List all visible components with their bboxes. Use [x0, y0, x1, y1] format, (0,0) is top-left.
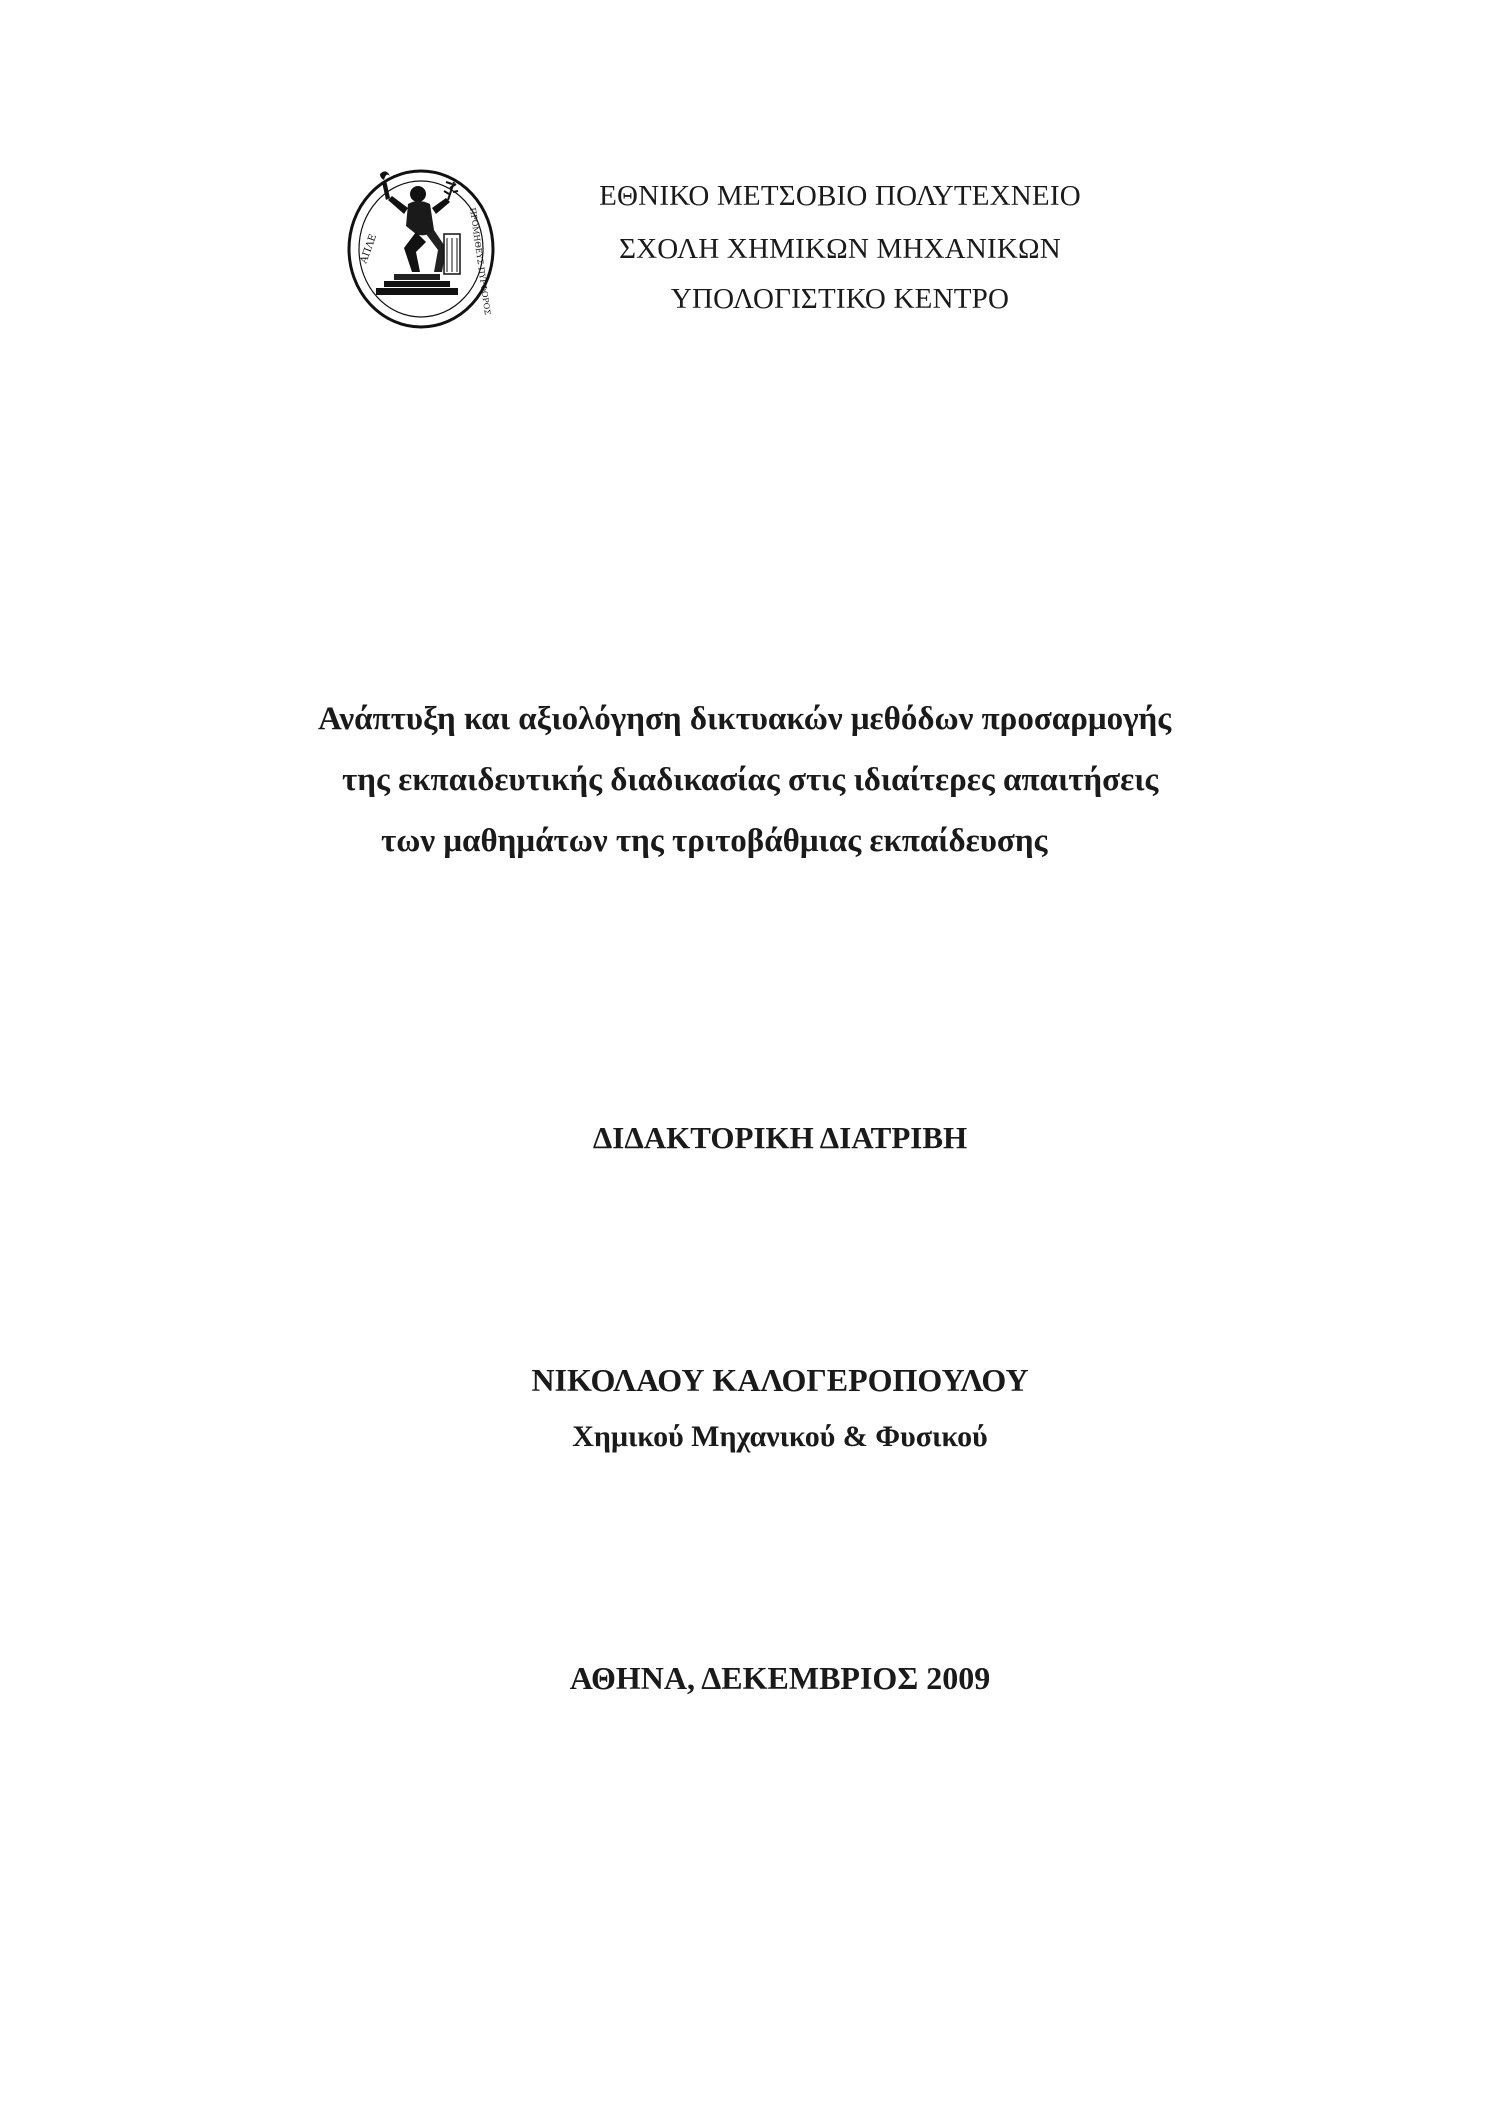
document-type: ΔΙΔΑΚΤΟΡΙΚΗ ΔΙΑΤΡΙΒΗ — [592, 1120, 968, 1155]
institution-name: ΕΘΝΙΚΟ ΜΕΤΣΟΒΙΟ ΠΟΛΥΤΕΧΝΕΙΟ — [599, 180, 1081, 212]
department-name: ΥΠΟΛΟΓΙΣΤΙΚΟ ΚΕΝΤΡΟ — [670, 283, 1010, 315]
place-and-date: ΑΘΗΝΑ, ΔΕΚΕΜΒΡΙΟΣ 2009 — [569, 1660, 991, 1696]
author-qualification: Χημικού Μηχανικού & Φυσικού — [572, 1420, 988, 1453]
thesis-title-line-3: των μαθημάτων της τριτοβάθμιας εκπαίδευσης — [381, 823, 1048, 859]
svg-text:ΑΠΛΕ: ΑΠΛΕ — [358, 232, 380, 266]
author-name: ΝΙΚΟΛΑΟΥ ΚΑΛΟΓΕΡΟΠΟΥΛΟΥ — [531, 1362, 1029, 1398]
university-seal-icon — [346, 168, 496, 330]
thesis-title-line-2: της εκπαιδευτικής διαδικασίας στις ιδιαίτερες απαιτήσεις — [342, 762, 1159, 798]
svg-text:ΠΡΟΜΗΘΕΥΣ ΠΥΡΦΟΡΟΣ: ΠΡΟΜΗΘΕΥΣ ΠΥΡΦΟΡΟΣ — [468, 207, 493, 316]
thesis-title-line-1: Ανάπτυξη και αξιολόγηση δικτυακών μεθόδων προσαρμογής — [318, 701, 1172, 737]
school-name: ΣΧΟΛΗ ΧΗΜΙΚΩΝ ΜΗΧΑΝΙΚΩΝ — [619, 233, 1061, 265]
